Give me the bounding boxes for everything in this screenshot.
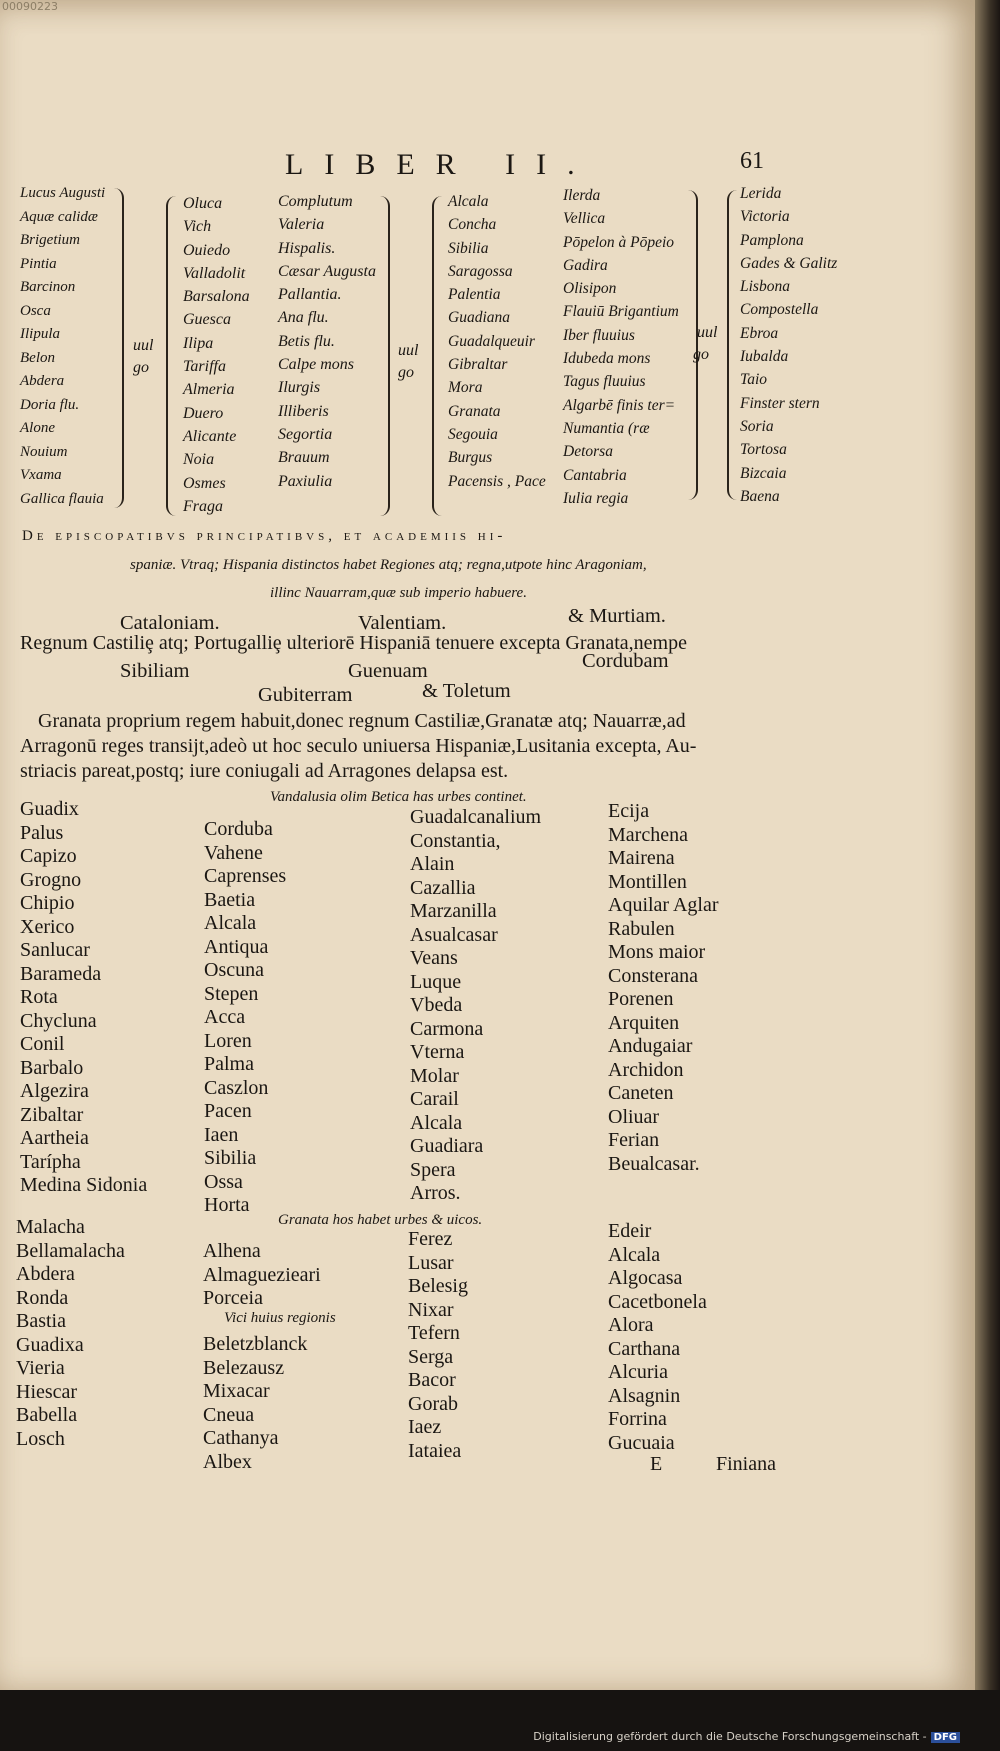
city-name: Porenen [608, 988, 674, 1010]
paragraph-line: Granata proprium regem habuit,donec regnum Castiliæ,Granatæ atq; Nauarræ,ad [38, 710, 686, 732]
granata-column-3 [408, 1228, 468, 1463]
city-name: Mons maior [608, 941, 706, 963]
city-name: Lusar [408, 1251, 454, 1274]
place-name: Cantabria [563, 466, 627, 484]
city-name: Arros. [410, 1182, 461, 1204]
city-name: Guadiara [410, 1135, 484, 1157]
city-name: Malacha [16, 1216, 85, 1238]
city-name: Guadixa [16, 1333, 84, 1356]
place-name: Brauum [278, 449, 330, 467]
funding-credit-text: Digitalisierung gefördert durch die Deutsche Forschungsgemeinschaft - [533, 1730, 927, 1743]
place-name: Palentia [448, 286, 501, 304]
place-name: Victoria [740, 208, 790, 226]
city-name: Abdera [16, 1263, 75, 1285]
city-name: Oscuna [204, 959, 264, 981]
place-name: Fraga [183, 497, 223, 515]
ulgo-label: uul go [398, 342, 419, 381]
place-name: Cæsar Augusta [278, 262, 376, 280]
city-name: Stepen [204, 982, 259, 1005]
place-name: Granata [448, 402, 501, 420]
city-name: Chipio [20, 892, 75, 914]
city-name: Luque [410, 970, 462, 993]
vandalusia-column-4 [608, 800, 719, 1176]
place-name: Compostella [740, 301, 819, 319]
city-name: Rabulen [608, 917, 675, 940]
place-name: Segouia [448, 425, 498, 443]
brace [166, 196, 178, 516]
city-name: Veans [410, 947, 458, 969]
city-name: Sanlucar [20, 939, 90, 961]
place-name: Betis flu. [278, 332, 335, 350]
city-name: Ronda [16, 1286, 69, 1309]
table-one-column-3 [278, 190, 376, 493]
city-name: Sibilia [204, 1147, 257, 1169]
city-name: Conil [20, 1033, 65, 1055]
city-name: Babella [16, 1404, 78, 1426]
place-name: Duero [183, 404, 224, 422]
place-name: Nouium [20, 443, 68, 460]
city-name: Chycluna [20, 1009, 97, 1032]
city-name: Alcala [204, 912, 257, 934]
place-name: Ebroa [740, 324, 779, 342]
place-name: Mora [448, 379, 483, 397]
city-name: Cacetbonela [608, 1290, 707, 1313]
city-name: Vahene [204, 841, 263, 864]
city-name: Loren [204, 1029, 252, 1052]
city-name: Algocasa [608, 1267, 683, 1289]
city-name: Xerico [20, 915, 75, 938]
place-name: Iubalda [740, 348, 789, 366]
place-name: Valladolit [183, 264, 246, 282]
regnum-below-word: Cordubam [582, 650, 669, 672]
village-name: Cneua [203, 1403, 255, 1426]
place-name: Illiberis [278, 402, 329, 420]
city-name: Alora [608, 1314, 654, 1336]
city-name: Mairena [608, 847, 675, 869]
city-name: Almaguezieari [203, 1263, 321, 1286]
city-name: Molar [410, 1064, 459, 1087]
city-name: Belesig [408, 1275, 468, 1297]
place-name: Flauiū Brigantium [563, 303, 679, 321]
city-name: Iaez [408, 1416, 442, 1438]
place-name: Iulia regia [563, 489, 629, 507]
place-name: Lisbona [740, 278, 790, 296]
city-name: Guadalcanalium [410, 806, 542, 828]
city-name: Aartheia [20, 1127, 89, 1149]
funding-credit [533, 1730, 960, 1743]
scan-reference-number: 00090223 [2, 0, 58, 13]
place-name: Ilurgis [278, 379, 321, 397]
place-name: Valeria [278, 216, 325, 234]
city-name: Hiescar [16, 1380, 78, 1403]
city-name: Horta [204, 1194, 250, 1216]
city-name: Asualcasar [410, 923, 498, 946]
place-name: Paxiulia [278, 472, 333, 490]
city-name: Carail [410, 1088, 459, 1110]
place-name: Alcala [448, 193, 489, 210]
city-name: Barbalo [20, 1056, 84, 1079]
place-name: Pōpelon à Pōpeio [563, 233, 675, 251]
city-name: Carmona [410, 1017, 484, 1040]
place-name: Vellica [563, 210, 606, 228]
place-name: Noia [183, 451, 215, 469]
city-name: Rota [20, 986, 58, 1008]
table-one-column-1 [20, 182, 105, 511]
place-name: Gibraltar [448, 356, 508, 374]
brace [432, 196, 444, 516]
ulgo-label: uul go [693, 324, 718, 363]
paragraph-line: striacis pareat,postq; iure coniugali ad Arragones delapsa est. [20, 760, 509, 782]
paragraph-line: Arragonū reges transijt,adeò ut hoc seculo uniuersa Hispaniæ,Lusitania excepta, Au- [20, 735, 697, 757]
city-name: Alcala [608, 1243, 661, 1266]
city-name: Pacen [204, 1100, 252, 1122]
place-name: Concha [448, 216, 497, 234]
vandalusia-column-3 [410, 806, 541, 1206]
brace [112, 188, 124, 508]
city-name: Oliuar [608, 1105, 660, 1128]
place-name: Taio [740, 371, 768, 389]
place-name: Tortosa [740, 441, 787, 459]
place-name: Sibilia [448, 239, 489, 257]
place-name: Ilerda [563, 187, 601, 204]
place-name: Abdera [20, 373, 65, 389]
place-name: Hispalis. [278, 239, 336, 257]
place-name: Almeria [183, 381, 235, 399]
village-name: Mixacar [203, 1380, 270, 1402]
place-name: Idubeda mons [563, 350, 651, 368]
place-name: Iber fluuius [563, 326, 635, 344]
city-name: Bacor [408, 1369, 456, 1391]
place-name: Ouiedo [183, 241, 231, 259]
granata-column-4 [608, 1220, 707, 1455]
brace [378, 196, 390, 516]
place-name: Osca [20, 302, 51, 319]
place-name: Complutum [278, 193, 353, 210]
city-name: Tarípha [20, 1150, 81, 1173]
city-name: Porceia [203, 1287, 263, 1309]
city-name: Bellamalacha [16, 1239, 125, 1262]
city-name: Alhena [203, 1240, 261, 1262]
running-title: LIBER II. [285, 148, 596, 181]
place-name: Gades & Galitz [740, 254, 838, 272]
brace [727, 190, 739, 500]
city-name: Consterana [608, 964, 698, 987]
city-name: Tefern [408, 1322, 460, 1344]
city-name: Palma [204, 1053, 254, 1075]
city-name: Vterna [410, 1041, 465, 1063]
regnum-below-word: & Toletum [422, 680, 511, 702]
village-name: Albex [203, 1450, 252, 1473]
city-name: Cazallia [410, 876, 476, 899]
granata-heading: Granata hos habet urbes & uicos. [278, 1212, 483, 1228]
place-name: Pamplona [740, 231, 804, 249]
city-name: Archidon [608, 1058, 684, 1081]
regnum-below-word: Gubiterram [258, 684, 353, 706]
place-name: Ana flu. [278, 309, 329, 327]
city-name: Constantia, [410, 829, 501, 852]
place-name: Calpe mons [278, 356, 354, 374]
city-name: Capizo [20, 845, 77, 867]
city-name: Gorab [408, 1392, 458, 1415]
ulgo-label: uul go [133, 337, 154, 376]
place-name: Burgus [448, 449, 493, 467]
city-name: Vbeda [410, 994, 463, 1016]
city-name: Algezira [20, 1080, 89, 1102]
vici-subheading: Vici huius regionis [224, 1310, 336, 1326]
place-name: Doria flu. [20, 396, 80, 413]
place-name: Olisipon [563, 280, 617, 298]
city-name: Ecija [608, 800, 650, 822]
city-name: Antiqua [204, 935, 269, 958]
regnum-below-word: Guenuam [348, 660, 428, 682]
city-name: Forrina [608, 1408, 667, 1430]
city-name: Grogno [20, 868, 82, 891]
place-name: Vich [183, 218, 212, 236]
place-name: Segortia [278, 425, 333, 443]
place-name: Aquæ calidæ [20, 208, 98, 225]
place-name: Detorsa [563, 443, 613, 461]
vandalusia-heading: Vandalusia olim Betica has urbes continet. [270, 789, 527, 805]
city-name: Nixar [408, 1298, 454, 1321]
place-name: Vxama [20, 467, 62, 483]
place-name: Gallica flauia [20, 490, 104, 507]
city-name: Marchena [608, 823, 688, 846]
place-name: Osmes [183, 474, 226, 492]
table-one-column-6 [740, 182, 837, 508]
place-name: Finster stern [740, 394, 820, 412]
place-name: Pallantia. [278, 286, 342, 304]
city-name: Palus [20, 821, 64, 844]
section-subheading: illinc Nauarram,quæ sub imperio habuere. [270, 585, 527, 601]
place-name: Pacensis , Pace [448, 472, 546, 490]
village-name: Belezausz [203, 1356, 285, 1379]
city-name: Zibaltar [20, 1103, 84, 1126]
village-name: Beletzblanck [203, 1333, 308, 1355]
granata-column-2-vici [203, 1333, 307, 1474]
city-name: Alain [410, 853, 455, 875]
place-name: Gadira [563, 256, 608, 274]
place-name: Alicante [183, 427, 237, 445]
granata-column-2 [203, 1240, 321, 1311]
place-name: Brigetium [20, 232, 80, 248]
city-name: Alcala [410, 1111, 463, 1134]
place-name: Barsalona [183, 288, 250, 306]
place-name: Barcinon [20, 279, 76, 295]
regnum-above-word: & Murtiam. [568, 605, 666, 627]
section-subheading: spaniæ. Vtraq; Hispania distinctos habet Regiones atq; regna,utpote hinc Aragoniam, [130, 557, 647, 573]
place-name: Ilipa [183, 334, 214, 352]
regnum-above-word: Valentiam. [358, 612, 447, 634]
place-name: Soria [740, 417, 774, 435]
place-name: Belon [20, 349, 55, 366]
page-number: 61 [740, 148, 764, 174]
dfg-logo: DFG [931, 1732, 960, 1743]
place-name: Algarbē finis ter= [563, 396, 676, 414]
city-name: Acca [204, 1006, 246, 1028]
city-name: Montillen [608, 870, 687, 893]
city-name: Spera [410, 1158, 456, 1181]
city-name: Andugaiar [608, 1035, 693, 1057]
city-name: Caneten [608, 1082, 674, 1104]
city-name: Bastia [16, 1310, 66, 1332]
city-name: Guadix [20, 798, 79, 820]
city-name: Aquilar Aglar [608, 894, 719, 916]
city-name: Losch [16, 1427, 65, 1450]
city-name: Vieria [16, 1357, 65, 1379]
city-name: Iaen [204, 1123, 239, 1146]
city-name: Medina Sidonia [20, 1174, 148, 1196]
place-name: Tagus fluuius [563, 373, 646, 391]
place-name: Guadalqueuir [448, 332, 535, 350]
place-name: Guadiana [448, 309, 510, 327]
place-name: Bizcaia [740, 464, 787, 482]
city-name: Gucuaia [608, 1431, 675, 1454]
city-name: Alsagnin [608, 1384, 681, 1407]
city-name: Marzanilla [410, 900, 497, 922]
table-one-column-5 [563, 184, 679, 510]
city-name: Caprenses [204, 865, 287, 887]
table-one-column-4 [448, 190, 546, 493]
page-edge-shadow [975, 0, 1000, 1690]
city-name: Caszlon [204, 1076, 269, 1099]
place-name: Alone [20, 420, 55, 436]
village-name: Cathanya [203, 1427, 279, 1449]
city-name: Barameda [20, 962, 102, 985]
place-name: Lucus Augusti [20, 185, 106, 201]
vandalusia-column-1 [20, 798, 147, 1198]
section-heading: De episcopatibvs principatibvs, et academiis hi- [22, 528, 507, 544]
place-name: Oluca [183, 195, 223, 212]
place-name: Numantia (ræ [563, 419, 650, 437]
city-name: Serga [408, 1345, 454, 1368]
vandalusia-column-2 [204, 818, 286, 1218]
place-name: Lerida [740, 185, 782, 202]
city-name: Edeir [608, 1220, 652, 1242]
signature-letter: E [650, 1453, 663, 1475]
catchword: Finiana [716, 1453, 776, 1475]
place-name: Tariffa [183, 358, 226, 376]
table-one-column-2 [183, 192, 250, 518]
place-name: Pintia [20, 255, 57, 272]
city-name: Beualcasar. [608, 1152, 700, 1175]
city-name: Ferian [608, 1129, 660, 1151]
regnum-above-word: Cataloniam. [120, 612, 220, 634]
city-name: Alcuria [608, 1361, 668, 1383]
city-name: Baetia [204, 888, 256, 911]
place-name: Guesca [183, 311, 231, 329]
city-name: Corduba [204, 818, 273, 840]
city-name: Arquiten [608, 1011, 680, 1034]
regnum-below-word: Sibiliam [120, 660, 190, 682]
city-name: Ossa [204, 1170, 243, 1193]
place-name: Ilipula [20, 326, 60, 342]
granata-column-1 [16, 1216, 125, 1451]
place-name: Baena [740, 487, 780, 505]
city-name: Iataiea [408, 1439, 462, 1462]
city-name: Ferez [408, 1228, 453, 1250]
city-name: Carthana [608, 1337, 681, 1360]
regnum-line: Regnum Castiliȩ atq; Portugalliȩ ulteriorē Hispaniā tenuere excepta Granata,nempe [20, 632, 687, 654]
place-name: Saragossa [448, 262, 513, 280]
